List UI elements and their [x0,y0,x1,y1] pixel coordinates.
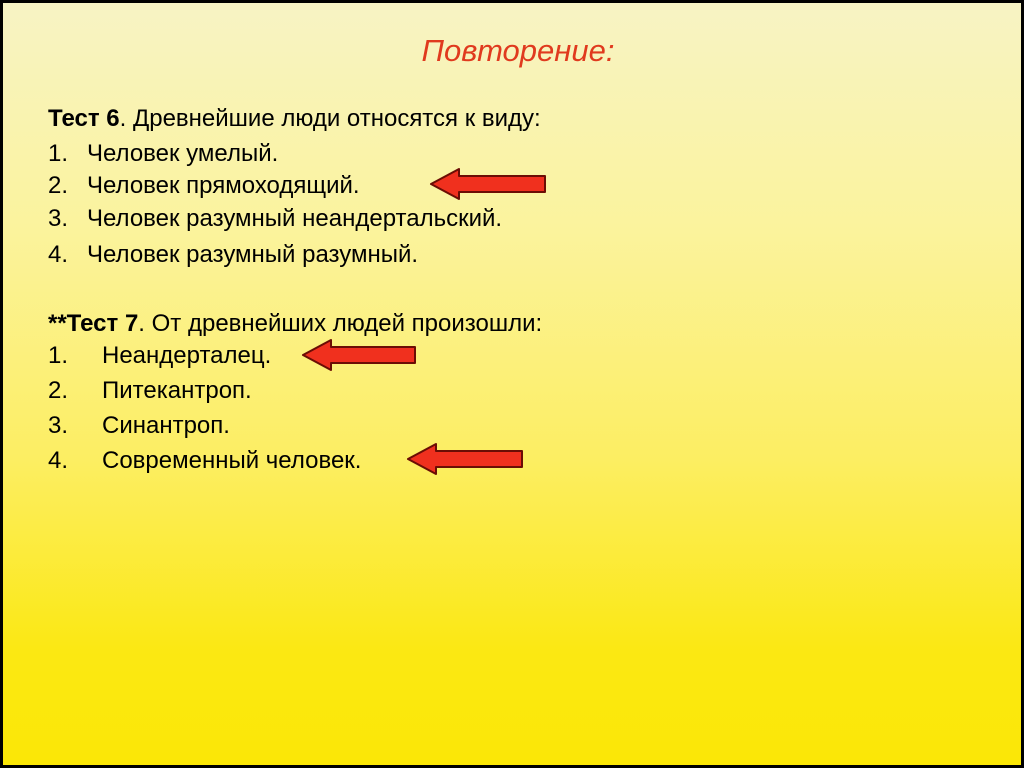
test6-option-3 [48,204,502,234]
option-text: Человек прямоходящий. [87,172,360,199]
option-number: 4. [48,447,69,474]
test6-option-2 [48,171,360,201]
test6-question-text: . Древнейшие люди относятся к виду: [119,105,541,132]
option-number: 2. [48,172,69,199]
option-text: Питекантроп. [102,377,252,404]
left-arrow-icon [301,338,419,372]
option-text: Человек разумный неандертальский. [87,205,503,232]
left-arrow-icon [429,167,549,201]
test6-label: Тест 6 [48,105,120,132]
test6-option-4 [48,240,418,270]
option-text: Неандерталец. [102,342,272,369]
option-number: 2. [48,377,69,404]
option-text: Современный человек. [102,447,362,474]
test7-option-4 [48,446,361,476]
test7-question [48,309,542,339]
slide-title: Повторение: [421,33,615,68]
option-number: 1. [48,140,69,167]
test6-question [48,104,541,134]
option-number: 4. [48,241,69,268]
test6-option-1 [48,139,278,169]
option-text: Человек разумный разумный. [87,241,419,268]
option-number: 1. [48,342,69,369]
option-text: Синантроп. [102,412,230,439]
test7-option-3 [48,411,230,441]
test7-option-1 [48,341,271,371]
test7-label: **Тест 7 [48,310,139,337]
test7-question-text: . От древнейших людей произошли: [138,310,543,337]
option-text: Человек умелый. [87,140,279,167]
left-arrow-icon [406,442,526,476]
option-number: 3. [48,412,69,439]
test7-option-2 [48,376,252,406]
option-number: 3. [48,205,69,232]
slide [3,3,1021,765]
